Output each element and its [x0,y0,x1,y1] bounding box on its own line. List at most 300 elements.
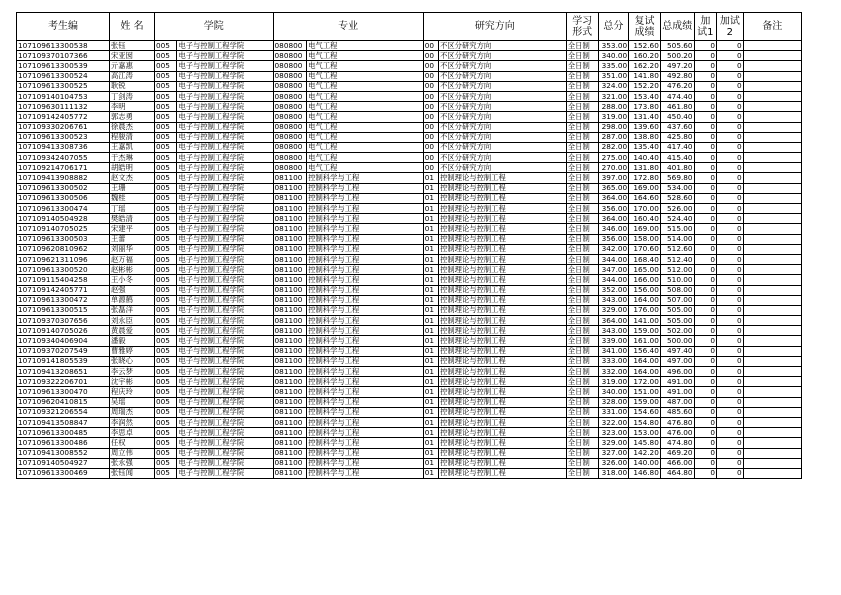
cell-total-score: 341.00 [598,346,629,356]
cell-retest-score: 166.00 [629,275,661,285]
cell-retest-score: 138.80 [629,132,661,142]
cell-retest-score: 158.00 [629,234,661,244]
cell-extra-test-2: 0 [717,356,744,366]
cell-college-name: 电子与控制工程学院 [177,71,273,81]
cell-exam-id: 107109330206761 [17,122,110,132]
cell-direction-name: 控制理论与控制工程 [439,275,567,285]
cell-direction-name: 控制理论与控制工程 [439,468,567,478]
cell-college-name: 电子与控制工程学院 [177,326,273,336]
cell-total-score: 275.00 [598,153,629,163]
cell-total-score: 343.00 [598,295,629,305]
cell-direction-code: 00 [423,132,438,142]
cell-overall-score: 415.40 [660,153,694,163]
cell-extra-test-1: 0 [694,91,716,101]
cell-college-code: 005 [154,163,176,173]
cell-student-name: 刘永臣 [110,316,155,326]
cell-extra-test-1: 0 [694,41,716,51]
cell-total-score: 288.00 [598,102,629,112]
cell-extra-test-1: 0 [694,417,716,427]
cell-exam-id: 107109140705026 [17,326,110,336]
cell-remarks [743,163,801,173]
cell-direction-code: 01 [423,428,438,438]
cell-total-score: 356.00 [598,204,629,214]
table-row [17,112,802,122]
cell-study-mode: 全日制 [566,438,598,448]
cell-study-mode: 全日制 [566,234,598,244]
cell-retest-score: 169.00 [629,224,661,234]
cell-extra-test-1: 0 [694,81,716,91]
cell-student-name: 单源鹤 [110,295,155,305]
table-row [17,81,802,91]
cell-direction-code: 00 [423,61,438,71]
cell-extra-test-2: 0 [717,468,744,478]
cell-extra-test-1: 0 [694,163,716,173]
cell-student-name: 亓嘉惠 [110,61,155,71]
cell-student-name: 李润然 [110,417,155,427]
cell-direction-code: 01 [423,346,438,356]
cell-extra-test-1: 0 [694,193,716,203]
cell-study-mode: 全日制 [566,428,598,438]
cell-study-mode: 全日制 [566,397,598,407]
cell-direction-code: 01 [423,356,438,366]
cell-total-score: 287.00 [598,132,629,142]
table-row [17,275,802,285]
cell-extra-test-2: 0 [717,112,744,122]
cell-total-score: 324.00 [598,81,629,91]
cell-student-name: 赵彬彬 [110,265,155,275]
cell-college-code: 005 [154,112,176,122]
cell-college-code: 005 [154,295,176,305]
cell-retest-score: 160.40 [629,214,661,224]
cell-remarks [743,204,801,214]
cell-extra-test-1: 0 [694,71,716,81]
cell-student-name: 王珊 [110,183,155,193]
cell-college-name: 电子与控制工程学院 [177,428,273,438]
cell-major-code: 081100 [273,214,307,224]
cell-study-mode: 全日制 [566,377,598,387]
cell-overall-score: 512.40 [660,254,694,264]
cell-direction-code: 01 [423,397,438,407]
cell-retest-score: 139.60 [629,122,661,132]
cell-college-name: 电子与控制工程学院 [177,91,273,101]
cell-retest-score: 131.40 [629,112,661,122]
cell-extra-test-2: 0 [717,61,744,71]
cell-major-code: 081100 [273,428,307,438]
cell-major-name: 控制科学与工程 [307,214,424,224]
cell-extra-test-1: 0 [694,265,716,275]
cell-direction-name: 控制理论与控制工程 [439,224,567,234]
table-row [17,295,802,305]
cell-total-score: 347.00 [598,265,629,275]
cell-exam-id: 107109613300506 [17,193,110,203]
cell-remarks [743,254,801,264]
cell-extra-test-2: 0 [717,305,744,315]
cell-college-code: 005 [154,153,176,163]
cell-student-name: 李思卓 [110,428,155,438]
cell-college-code: 005 [154,122,176,132]
cell-major-name: 电气工程 [307,142,424,152]
cell-study-mode: 全日制 [566,163,598,173]
header-remarks: 备注 [743,13,801,41]
header-research-direction: 研究方向 [423,13,566,41]
cell-student-name: 赵万福 [110,254,155,264]
cell-major-name: 控制科学与工程 [307,326,424,336]
cell-college-name: 电子与控制工程学院 [177,51,273,61]
cell-college-name: 电子与控制工程学院 [177,224,273,234]
cell-overall-score: 476.80 [660,417,694,427]
cell-study-mode: 全日制 [566,417,598,427]
cell-retest-score: 151.00 [629,387,661,397]
cell-overall-score: 476.20 [660,81,694,91]
header-row [17,13,802,41]
cell-college-code: 005 [154,61,176,71]
cell-direction-name: 控制理论与控制工程 [439,316,567,326]
cell-study-mode: 全日制 [566,295,598,305]
cell-overall-score: 534.00 [660,183,694,193]
cell-major-code: 080800 [273,132,307,142]
cell-student-name: 周瑞杰 [110,407,155,417]
cell-direction-name: 不区分研究方向 [439,61,567,71]
cell-extra-test-2: 0 [717,71,744,81]
header-overall-score: 总成绩 [660,13,694,41]
cell-extra-test-1: 0 [694,122,716,132]
table-row [17,458,802,468]
cell-college-code: 005 [154,377,176,387]
table-row [17,407,802,417]
table-row [17,428,802,438]
cell-college-code: 005 [154,41,176,51]
cell-remarks [743,468,801,478]
cell-college-code: 005 [154,132,176,142]
cell-study-mode: 全日制 [566,71,598,81]
cell-study-mode: 全日制 [566,41,598,51]
cell-remarks [743,183,801,193]
cell-direction-code: 01 [423,387,438,397]
cell-extra-test-2: 0 [717,173,744,183]
cell-student-name: 王嘉凯 [110,142,155,152]
cell-major-code: 081100 [273,204,307,214]
cell-exam-id: 107109413208651 [17,367,110,377]
cell-direction-code: 01 [423,295,438,305]
cell-college-code: 005 [154,468,176,478]
cell-student-name: 沈宇彬 [110,377,155,387]
cell-retest-score: 162.20 [629,61,661,71]
cell-extra-test-2: 0 [717,204,744,214]
cell-direction-code: 00 [423,51,438,61]
table-row [17,234,802,244]
cell-remarks [743,41,801,51]
cell-total-score: 346.00 [598,224,629,234]
cell-student-name: 李云梦 [110,367,155,377]
cell-extra-test-1: 0 [694,224,716,234]
cell-direction-name: 控制理论与控制工程 [439,285,567,295]
cell-college-code: 005 [154,417,176,427]
cell-major-code: 080800 [273,122,307,132]
cell-exam-id: 107109613300470 [17,387,110,397]
cell-total-score: 333.00 [598,356,629,366]
cell-major-name: 控制科学与工程 [307,224,424,234]
cell-remarks [743,326,801,336]
table-row [17,387,802,397]
cell-exam-id: 107109370307656 [17,316,110,326]
cell-direction-code: 01 [423,326,438,336]
cell-college-name: 电子与控制工程学院 [177,41,273,51]
cell-college-code: 005 [154,193,176,203]
table-row [17,254,802,264]
cell-exam-id: 107109140705025 [17,224,110,234]
cell-overall-score: 491.00 [660,387,694,397]
cell-exam-id: 107109613300520 [17,265,110,275]
cell-extra-test-1: 0 [694,153,716,163]
cell-remarks [743,122,801,132]
cell-direction-name: 控制理论与控制工程 [439,346,567,356]
cell-college-name: 电子与控制工程学院 [177,285,273,295]
cell-extra-test-1: 0 [694,387,716,397]
cell-major-name: 电气工程 [307,71,424,81]
cell-major-code: 080800 [273,91,307,101]
cell-overall-score: 474.80 [660,438,694,448]
cell-exam-id: 107109413908882 [17,173,110,183]
cell-overall-score: 524.40 [660,214,694,224]
cell-student-name: 张晓心 [110,356,155,366]
header-extra-test-2: 加试2 [717,13,744,41]
cell-direction-name: 不区分研究方向 [439,81,567,91]
cell-exam-id: 107109613300502 [17,183,110,193]
cell-overall-score: 505.00 [660,305,694,315]
cell-student-name: 丁剑涛 [110,91,155,101]
cell-college-code: 005 [154,244,176,254]
cell-major-name: 控制科学与工程 [307,193,424,203]
cell-exam-id: 107109613300469 [17,468,110,478]
cell-overall-score: 515.00 [660,224,694,234]
cell-study-mode: 全日制 [566,346,598,356]
cell-extra-test-1: 0 [694,397,716,407]
cell-overall-score: 487.00 [660,397,694,407]
cell-extra-test-2: 0 [717,224,744,234]
cell-study-mode: 全日制 [566,458,598,468]
cell-direction-name: 控制理论与控制工程 [439,254,567,264]
cell-college-code: 005 [154,285,176,295]
cell-direction-name: 控制理论与控制工程 [439,265,567,275]
cell-direction-code: 01 [423,316,438,326]
cell-remarks [743,285,801,295]
admission-score-table [16,12,802,479]
cell-overall-score: 510.00 [660,275,694,285]
cell-college-name: 电子与控制工程学院 [177,193,273,203]
cell-direction-code: 01 [423,254,438,264]
cell-college-code: 005 [154,275,176,285]
cell-overall-score: 474.40 [660,91,694,101]
table-row [17,285,802,295]
cell-extra-test-1: 0 [694,428,716,438]
cell-major-name: 控制科学与工程 [307,468,424,478]
cell-college-name: 电子与控制工程学院 [177,254,273,264]
cell-college-code: 005 [154,346,176,356]
table-row [17,438,802,448]
cell-college-code: 005 [154,438,176,448]
cell-study-mode: 全日制 [566,468,598,478]
cell-extra-test-1: 0 [694,51,716,61]
cell-total-score: 365.00 [598,183,629,193]
cell-major-code: 081100 [273,468,307,478]
cell-student-name: 于杰琳 [110,153,155,163]
cell-college-code: 005 [154,305,176,315]
cell-extra-test-2: 0 [717,397,744,407]
cell-direction-code: 00 [423,112,438,122]
cell-extra-test-2: 0 [717,367,744,377]
cell-college-code: 005 [154,326,176,336]
cell-exam-id: 107109620810962 [17,244,110,254]
cell-extra-test-2: 0 [717,377,744,387]
cell-direction-code: 00 [423,91,438,101]
cell-college-code: 005 [154,224,176,234]
cell-overall-score: 569.80 [660,173,694,183]
cell-study-mode: 全日制 [566,336,598,346]
cell-student-name: 刘丽华 [110,244,155,254]
cell-retest-score: 161.00 [629,336,661,346]
cell-exam-id: 107109321206554 [17,407,110,417]
cell-remarks [743,377,801,387]
cell-major-code: 080800 [273,102,307,112]
cell-college-code: 005 [154,102,176,112]
cell-total-score: 331.00 [598,407,629,417]
cell-direction-name: 控制理论与控制工程 [439,204,567,214]
cell-total-score: 356.00 [598,234,629,244]
cell-total-score: 340.00 [598,387,629,397]
cell-major-name: 控制科学与工程 [307,316,424,326]
cell-study-mode: 全日制 [566,132,598,142]
cell-study-mode: 全日制 [566,193,598,203]
cell-major-name: 控制科学与工程 [307,346,424,356]
cell-college-name: 电子与控制工程学院 [177,214,273,224]
cell-major-name: 控制科学与工程 [307,265,424,275]
cell-direction-name: 控制理论与控制工程 [439,295,567,305]
cell-major-code: 081100 [273,224,307,234]
cell-student-name: 宋亚囡 [110,51,155,61]
cell-major-code: 081100 [273,458,307,468]
cell-college-name: 电子与控制工程学院 [177,122,273,132]
cell-major-name: 电气工程 [307,51,424,61]
cell-major-name: 控制科学与工程 [307,336,424,346]
cell-direction-name: 不区分研究方向 [439,163,567,173]
cell-direction-code: 01 [423,407,438,417]
cell-exam-id: 107109621311096 [17,254,110,264]
cell-overall-score: 497.40 [660,346,694,356]
cell-direction-code: 00 [423,122,438,132]
cell-exam-id: 107109613300525 [17,81,110,91]
cell-study-mode: 全日制 [566,142,598,152]
cell-major-code: 081100 [273,275,307,285]
cell-study-mode: 全日制 [566,224,598,234]
cell-retest-score: 169.00 [629,183,661,193]
cell-study-mode: 全日制 [566,81,598,91]
cell-overall-score: 496.00 [660,367,694,377]
cell-remarks [743,417,801,427]
cell-college-name: 电子与控制工程学院 [177,417,273,427]
cell-overall-score: 512.60 [660,244,694,254]
cell-direction-code: 00 [423,41,438,51]
cell-overall-score: 469.20 [660,448,694,458]
cell-direction-code: 01 [423,173,438,183]
cell-major-code: 081100 [273,326,307,336]
cell-extra-test-2: 0 [717,163,744,173]
table-row [17,397,802,407]
cell-college-name: 电子与控制工程学院 [177,295,273,305]
cell-exam-id: 107109613300515 [17,305,110,315]
cell-extra-test-2: 0 [717,407,744,417]
cell-overall-score: 450.40 [660,112,694,122]
cell-extra-test-1: 0 [694,336,716,346]
table-row [17,336,802,346]
table-row [17,346,802,356]
cell-direction-code: 01 [423,275,438,285]
cell-exam-id: 107109370207549 [17,346,110,356]
cell-direction-name: 控制理论与控制工程 [439,428,567,438]
cell-direction-code: 01 [423,285,438,295]
cell-retest-score: 164.00 [629,356,661,366]
cell-overall-score: 500.00 [660,336,694,346]
cell-direction-code: 01 [423,265,438,275]
cell-remarks [743,438,801,448]
cell-major-name: 控制科学与工程 [307,448,424,458]
cell-remarks [743,234,801,244]
cell-student-name: 高江涛 [110,71,155,81]
table-row [17,468,802,478]
cell-major-name: 电气工程 [307,163,424,173]
cell-student-name: 潘毅 [110,336,155,346]
cell-major-code: 080800 [273,153,307,163]
table-row [17,102,802,112]
cell-extra-test-1: 0 [694,448,716,458]
cell-total-score: 329.00 [598,438,629,448]
cell-study-mode: 全日制 [566,448,598,458]
cell-remarks [743,102,801,112]
cell-overall-score: 497.20 [660,61,694,71]
cell-study-mode: 全日制 [566,407,598,417]
cell-total-score: 352.00 [598,285,629,295]
cell-remarks [743,316,801,326]
header-total-score: 总分 [598,13,629,41]
cell-college-code: 005 [154,397,176,407]
cell-major-name: 控制科学与工程 [307,254,424,264]
cell-college-name: 电子与控制工程学院 [177,438,273,448]
cell-study-mode: 全日制 [566,61,598,71]
cell-extra-test-1: 0 [694,183,716,193]
table-row [17,91,802,101]
cell-overall-score: 500.20 [660,51,694,61]
cell-retest-score: 160.20 [629,51,661,61]
cell-college-name: 电子与控制工程学院 [177,305,273,315]
cell-direction-code: 01 [423,244,438,254]
cell-major-code: 081100 [273,295,307,305]
cell-direction-name: 不区分研究方向 [439,132,567,142]
cell-overall-score: 464.80 [660,468,694,478]
cell-major-name: 控制科学与工程 [307,458,424,468]
cell-retest-score: 164.00 [629,295,661,305]
cell-study-mode: 全日制 [566,285,598,295]
cell-major-code: 081100 [273,305,307,315]
cell-college-code: 005 [154,448,176,458]
cell-extra-test-1: 0 [694,316,716,326]
cell-major-code: 080800 [273,112,307,122]
table-row [17,204,802,214]
cell-study-mode: 全日制 [566,91,598,101]
cell-total-score: 323.00 [598,428,629,438]
cell-direction-code: 01 [423,417,438,427]
cell-exam-id: 107109140504928 [17,214,110,224]
cell-extra-test-1: 0 [694,285,716,295]
cell-college-code: 005 [154,407,176,417]
